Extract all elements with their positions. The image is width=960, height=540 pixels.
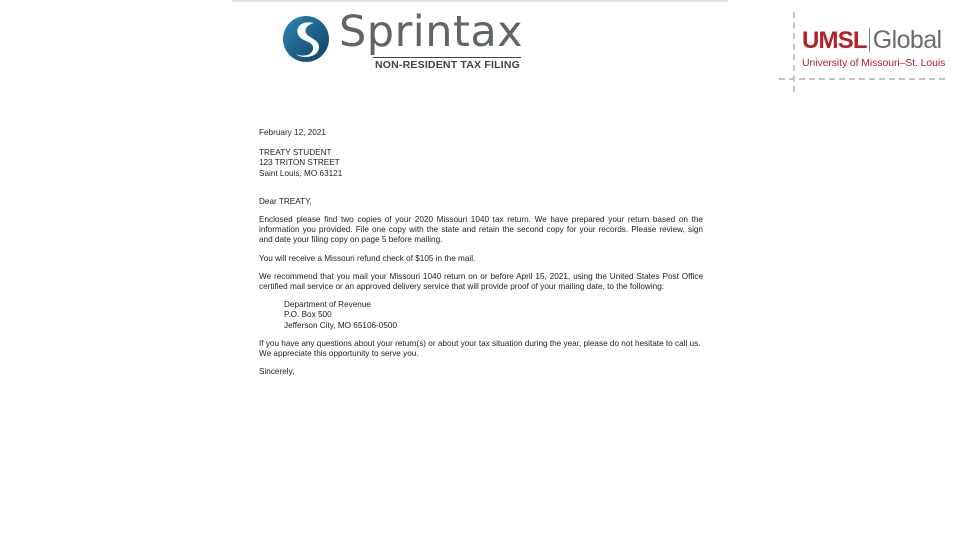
- dashed-horizontal-divider: [779, 78, 945, 80]
- paragraph-mailing: We recommend that you mail your Missouri 1040 return on or before April 15, 2021, using the United States Post Office certified mail service or an approved delivery service that will provide proof of your mailing date, to the following:: [259, 271, 703, 292]
- closing: Sincerely,: [259, 367, 295, 377]
- salutation: Dear TREATY,: [259, 196, 312, 206]
- umsl-subtitle: University of Missouri–St. Louis: [802, 57, 946, 69]
- address-line-1: Department of Revenue: [284, 300, 371, 310]
- global-wordmark: Global: [872, 26, 942, 54]
- recipient-street: 123 TRITON STREET: [259, 158, 340, 168]
- recipient-city: Saint Louis, MO 63121: [259, 168, 343, 178]
- sprintax-tagline: NON-RESIDENT TAX FILING: [375, 59, 520, 71]
- paragraph-questions: If you have any questions about your return(s) or about your tax situation during the year, please do not hesitate to call us.: [259, 338, 701, 348]
- sprintax-wordmark: Sprintax: [339, 7, 524, 57]
- paragraph-appreciation: We appreciate this opportunity to serve you.: [259, 349, 419, 359]
- recipient-name: TREATY STUDENT: [259, 148, 332, 158]
- paragraph-refund: You will receive a Missouri refund check of $105 in the mail.: [259, 253, 476, 263]
- letter-date: February 12, 2021: [259, 128, 326, 137]
- dashed-vertical-divider: [793, 12, 797, 92]
- address-line-2: P.O. Box 500: [284, 310, 332, 320]
- sprintax-swoosh-icon: [281, 14, 331, 64]
- address-line-3: Jefferson City, MO 65106-0500: [284, 320, 398, 330]
- paragraph-enclosed: Enclosed please find two copies of your 2020 Missouri 1040 tax return. We have prepared your return based on the information you provided. File one copy with the state and retain the second copy for your records. Please review, sign and date your filing copy on page 5 before mailing.: [259, 215, 703, 245]
- sprintax-divider: [373, 57, 521, 58]
- letter-body: [259, 128, 703, 377]
- umsl-global-logo-block: [779, 12, 945, 92]
- logo-separator: [869, 28, 870, 52]
- umsl-global-logo: [802, 25, 945, 69]
- sprintax-logo: [281, 7, 531, 73]
- umsl-wordmark: UMSL: [802, 27, 867, 54]
